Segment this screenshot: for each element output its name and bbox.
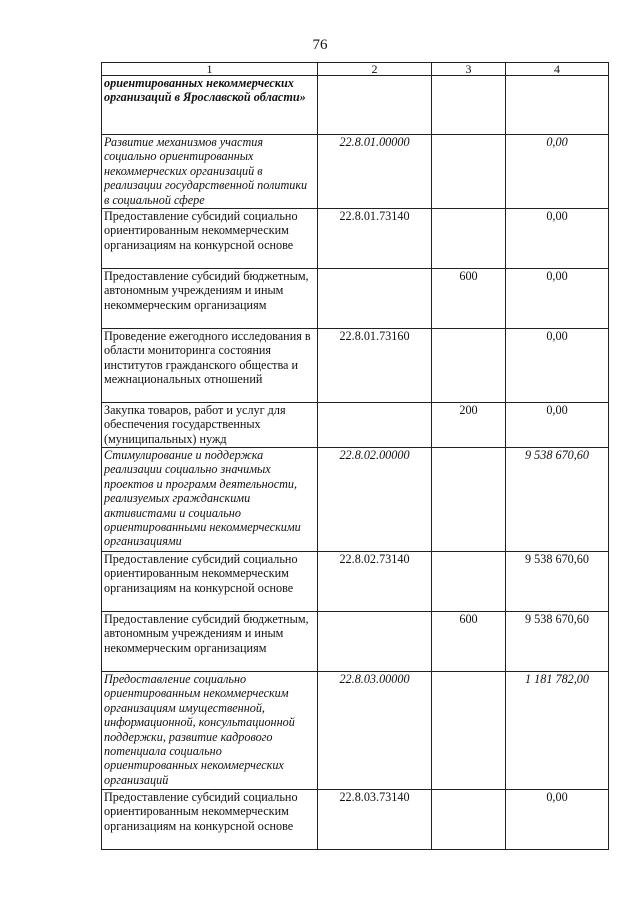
table-row [102,612,609,672]
table-row [102,552,609,612]
table-row [102,135,609,209]
table-row [102,672,609,790]
row-type-cell: 200 [432,403,506,448]
row-name-cell: ориентированных некоммерческих организаций в Ярославской области» [102,76,318,135]
row-type-cell [432,209,506,269]
row-amount-cell: 0,00 [506,135,609,209]
row-amount-cell: 0,00 [506,269,609,329]
row-type-cell [432,76,506,135]
row-name-cell: Предоставление субсидий социально ориентированным некоммерческим организациям на конкурсной основе [102,209,318,269]
row-code-cell: 22.8.02.00000 [318,448,432,552]
row-code-cell: 22.8.01.73140 [318,209,432,269]
row-amount-cell: 1 181 782,00 [506,672,609,790]
row-amount-cell: 0,00 [506,209,609,269]
column-header-amount: 4 [506,63,609,76]
table-row [102,403,609,448]
row-type-cell [432,135,506,209]
row-type-cell: 600 [432,612,506,672]
row-name-cell: Развитие механизмов участия социально ориентированных некоммерческих организаций в реализации государственной политики в социальной сфере [102,135,318,209]
row-amount-cell: 0,00 [506,403,609,448]
row-amount-cell: 0,00 [506,329,609,403]
row-code-cell [318,269,432,329]
row-amount-cell: 0,00 [506,790,609,850]
row-type-cell: 600 [432,269,506,329]
row-name-cell: Предоставление субсидий бюджетным, автономным учреждениям и иным некоммерческим организациям [102,612,318,672]
row-code-cell: 22.8.01.00000 [318,135,432,209]
row-code-cell: 22.8.02.73140 [318,552,432,612]
row-type-cell [432,672,506,790]
row-type-cell [432,552,506,612]
table-body [102,76,609,850]
row-name-cell: Предоставление субсидий социально ориентированным некоммерческим организациям на конкурсной основе [102,790,318,850]
row-type-cell [432,448,506,552]
column-header-type: 3 [432,63,506,76]
row-code-cell: 22.8.03.73140 [318,790,432,850]
table-row [102,790,609,850]
row-code-cell: 22.8.01.73160 [318,329,432,403]
table-header-row [102,63,609,76]
column-header-code: 2 [318,63,432,76]
table-row [102,269,609,329]
row-amount-cell [506,76,609,135]
row-code-cell [318,76,432,135]
row-type-cell [432,329,506,403]
budget-table [101,62,609,850]
row-name-cell: Предоставление социально ориентированным некоммерческим организациям имущественной, информационной, консультационной поддержки, развитие кадрового потенциала социально ориентированных некоммерческих организаций [102,672,318,790]
table-row [102,76,609,135]
page-number: 76 [312,37,328,53]
row-name-cell: Закупка товаров, работ и услуг для обеспечения государственных (муниципальных) нужд [102,403,318,448]
row-name-cell: Стимулирование и поддержка реализации социально значимых проектов и программ деятельности, реализуемых гражданскими активистами и социально ориентированными некоммерческими организациями [102,448,318,552]
table-row [102,329,609,403]
row-name-cell: Предоставление субсидий социально ориентированным некоммерческим организациям на конкурсной основе [102,552,318,612]
row-amount-cell: 9 538 670,60 [506,448,609,552]
row-amount-cell: 9 538 670,60 [506,552,609,612]
row-name-cell: Проведение ежегодного исследования в области мониторинга состояния институтов гражданского общества и межнациональных отношений [102,329,318,403]
table-row [102,448,609,552]
row-type-cell [432,790,506,850]
row-code-cell [318,403,432,448]
row-amount-cell: 9 538 670,60 [506,612,609,672]
column-header-name: 1 [102,63,318,76]
row-name-cell: Предоставление субсидий бюджетным, автономным учреждениям и иным некоммерческим организациям [102,269,318,329]
row-code-cell: 22.8.03.00000 [318,672,432,790]
row-code-cell [318,612,432,672]
table-row [102,209,609,269]
